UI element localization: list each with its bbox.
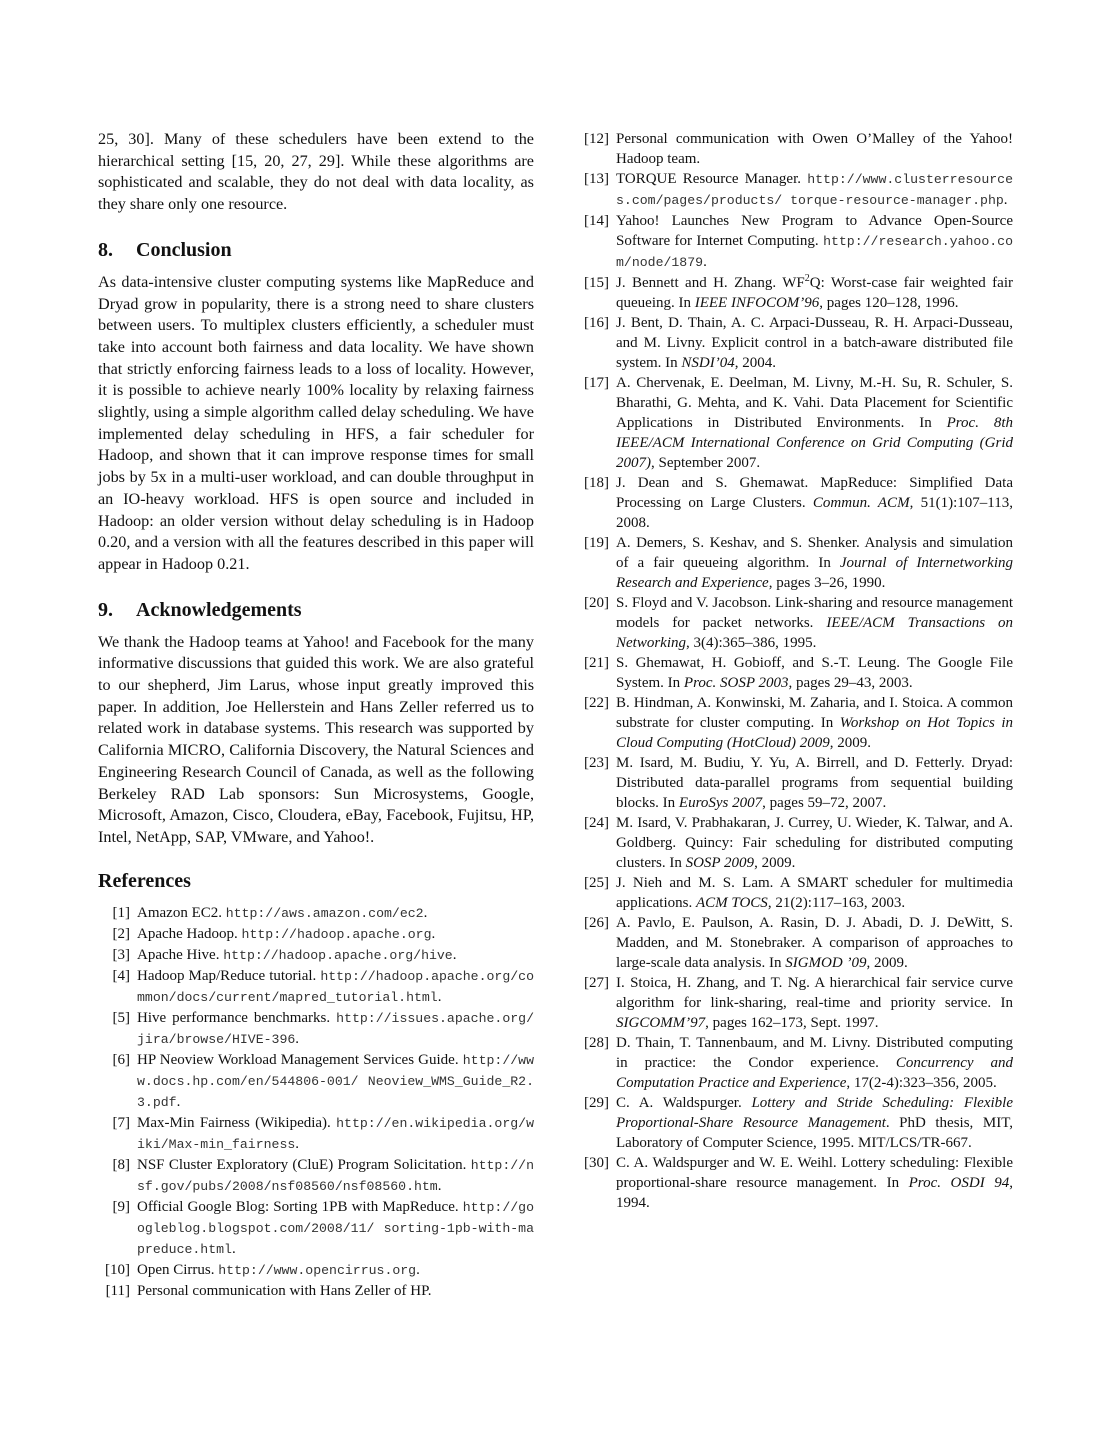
reference-venue: ACM TOCS — [695, 895, 768, 911]
reference-venue: SIGMOD ’09 — [785, 955, 867, 971]
reference-number: [20] — [584, 595, 609, 611]
reference-segment: A. Chervenak, E. Deelman, M. Livny, M.-H. Su, R. Schuler, S. Bharathi, G. Mehta, and K. Vahi. Data Placement for Scientific Applications in Distributed Environments. In — [616, 375, 1013, 431]
reference-segment: A. Pavlo, E. Paulson, A. Rasin, D. J. Abadi, D. J. DeWitt, S. Madden, and M. Stonebraker. A comparison of approaches to large-scale data analysis. In — [616, 915, 1013, 971]
reference-segment: Hadoop Map/Reduce tutorial. — [137, 967, 321, 984]
reference-item — [577, 169, 1013, 211]
acknowledgements-heading — [98, 598, 534, 622]
reference-text — [616, 693, 1013, 753]
reference-number: [10] — [105, 1261, 130, 1278]
reference-item — [577, 373, 1013, 473]
reference-segment: . — [295, 1030, 300, 1047]
reference-segment: , 2009. — [829, 735, 872, 751]
reference-segment: . — [231, 1240, 236, 1257]
reference-item — [577, 913, 1013, 973]
reference-segment: , 51(1):107–113, 2008. — [616, 495, 1013, 531]
reference-segment: , pages 3–26, 1990. — [768, 575, 886, 591]
reference-segment: . — [452, 946, 457, 963]
reference-url[interactable]: http://www.docs.hp.com/en/544806-001/ Neoview_WMS_Guide_R2.3.pdf — [137, 1052, 534, 1110]
reference-segment: I. Stoica, H. Zhang, and T. Ng. A hierarchical fair service curve algorithm for link-sharing, real-time and priority service. In — [616, 975, 1013, 1011]
reference-number: [28] — [584, 1035, 609, 1051]
reference-item — [98, 903, 534, 924]
reference-item — [98, 1113, 534, 1155]
reference-item — [98, 924, 534, 945]
reference-text — [137, 966, 534, 1008]
reference-segment: HP Neoview Workload Management Services Guide. — [137, 1051, 463, 1068]
reference-text — [137, 924, 534, 945]
reference-segment: M. Isard, V. Prabhakaran, J. Currey, U. Wieder, K. Talwar, and A. Goldberg. Quincy: Fair scheduling for distributed computing clusters. In — [616, 815, 1013, 871]
intro-paragraph: 25, 30]. Many of these schedulers have been extend to the hierarchical setting [15, 20, 27, 29]. While these algorithms are sophisticated and scalable, they do not deal with data locality, as they share only one resource. — [98, 130, 534, 214]
reference-number: [18] — [584, 475, 609, 491]
reference-number: [19] — [584, 535, 609, 551]
reference-url[interactable]: http://www.opencirrus.org — [218, 1262, 417, 1278]
reference-number: [17] — [584, 375, 609, 391]
reference-text — [137, 1281, 534, 1301]
reference-segment: , 3(4):365–386, 1995. — [686, 635, 817, 651]
reference-venue: Journal of Internetworking Research and Experience — [616, 555, 1013, 591]
right-column — [577, 129, 1013, 1213]
reference-text — [137, 1008, 534, 1050]
reference-number: [22] — [584, 695, 609, 711]
reference-venue: SIGCOMM’97 — [616, 1015, 706, 1031]
section-title: Acknowledgements — [136, 598, 302, 621]
reference-segment: . — [176, 1093, 181, 1110]
reference-text — [137, 1260, 534, 1281]
reference-segment: , pages 162–173, Sept. 1997. — [705, 1015, 879, 1031]
reference-text — [137, 1113, 534, 1155]
reference-text — [616, 1153, 1013, 1213]
reference-url[interactable]: http://hadoop.apache.org — [241, 926, 432, 942]
reference-item — [577, 1033, 1013, 1093]
reference-url[interactable]: http://issues.apache.org/jira/browse/HIVE-396 — [137, 1010, 534, 1047]
reference-segment: J. Dean and S. Ghemawat. MapReduce: Simplified Data Processing on Large Clusters. — [616, 475, 1013, 511]
reference-number: [9] — [112, 1198, 130, 1215]
reference-segment: , 2009. — [866, 955, 908, 971]
reference-venue: Lottery and Stride Scheduling: Flexible Proportional-Share Resource Management — [616, 1095, 1013, 1131]
reference-segment: , pages 120–128, 1996. — [819, 295, 959, 311]
reference-number: [6] — [112, 1051, 130, 1068]
reference-segment: J. Bent, D. Thain, A. C. Arpaci-Dusseau, R. H. Arpaci-Dusseau, and M. Livny. Explicit control in a batch-aware distributed file system. In — [616, 315, 1013, 371]
reference-segment: Q: Worst-case fair weighted fair queueing. In — [616, 275, 1013, 311]
reference-segment: J. Nieh and M. S. Lam. A SMART scheduler for multimedia applications. — [616, 875, 1013, 911]
reference-url[interactable]: http://googleblog.blogspot.com/2008/11/ sorting-1pb-with-mapreduce.html — [137, 1199, 534, 1257]
reference-item — [577, 973, 1013, 1033]
reference-segment: . — [416, 1261, 420, 1278]
reference-number: [11] — [105, 1282, 130, 1299]
reference-segment: , 17(2-4):323–356, 2005. — [846, 1075, 997, 1091]
reference-segment: B. Hindman, A. Konwinski, M. Zaharia, and I. Stoica. A common substrate for cluster computing. In — [616, 695, 1013, 731]
reference-segment: Apache Hive. — [137, 946, 224, 963]
reference-item — [577, 873, 1013, 913]
reference-url[interactable]: http://www.clusterresources.com/pages/products/ torque-resource-manager.php — [616, 172, 1013, 208]
reference-segment: , 1994. — [616, 1175, 1013, 1211]
reference-number: [3] — [112, 946, 130, 963]
reference-number: [5] — [112, 1009, 130, 1026]
reference-text — [616, 211, 1013, 273]
reference-item — [577, 313, 1013, 373]
reference-text — [616, 129, 1013, 169]
reference-number: [24] — [584, 815, 609, 831]
reference-number: [29] — [584, 1095, 609, 1111]
references-heading: References — [98, 869, 191, 892]
reference-segment: . — [295, 1135, 300, 1152]
reference-number: [1] — [112, 904, 130, 921]
reference-segment: Apache Hadoop. — [137, 925, 242, 942]
reference-item — [577, 693, 1013, 753]
reference-item — [577, 753, 1013, 813]
reference-list-left — [98, 903, 534, 1301]
reference-text — [616, 473, 1013, 533]
reference-segment: . PhD thesis, MIT, Laboratory of Computer Science, 1995. MIT/LCS/TR-667. — [616, 1115, 1013, 1151]
reference-number: [21] — [584, 655, 609, 671]
reference-segment: , 2004. — [734, 355, 776, 371]
reference-text — [137, 1050, 534, 1113]
reference-text — [137, 1155, 534, 1197]
reference-segment: 2 — [804, 273, 810, 284]
reference-number: [26] — [584, 915, 609, 931]
reference-segment: Max-Min Fairness (Wikipedia). — [137, 1114, 337, 1131]
reference-url[interactable]: http://hadoop.apache.org/hive — [223, 947, 453, 963]
reference-segment: J. Bennett and H. Zhang. WF — [616, 275, 805, 291]
reference-item — [98, 945, 534, 966]
reference-segment: Official Google Blog: Sorting 1PB with MapReduce. — [137, 1198, 463, 1215]
reference-text — [616, 593, 1013, 653]
reference-item — [98, 1050, 534, 1113]
reference-url[interactable]: http://aws.amazon.com/ec2 — [225, 905, 424, 921]
reference-number: [8] — [112, 1156, 130, 1173]
reference-number: [30] — [584, 1155, 609, 1171]
reference-item — [577, 1153, 1013, 1213]
reference-venue: IEEE/ACM Transactions on Networking — [616, 615, 1013, 651]
reference-text — [137, 903, 534, 924]
reference-segment: , 21(2):117–163, 2003. — [767, 895, 906, 911]
reference-segment: Open Cirrus. — [137, 1261, 219, 1278]
reference-number: [13] — [584, 171, 609, 187]
reference-number: [14] — [584, 213, 609, 229]
conclusion-heading — [98, 238, 534, 262]
reference-text — [137, 1197, 534, 1260]
reference-venue: EuroSys 2007 — [678, 795, 763, 811]
reference-text — [616, 913, 1013, 973]
reference-url[interactable]: http://en.wikipedia.org/wiki/Max-min_fairness — [137, 1115, 534, 1152]
left-column — [98, 129, 534, 1301]
reference-text — [616, 1093, 1013, 1153]
conclusion-paragraph: As data-intensive cluster computing systems like MapReduce and Dryad grow in popularity, there is a strong need to share clusters between users. To multiplex clusters efficiently, a scheduler must take into account both fairness and data locality. We have shown that strictly enforcing fairness leads to a loss of locality. However, it is possible to achieve nearly 100% locality by relaxing fairness slightly, using a simple algorithm called delay scheduling. We have implemented delay scheduling in HFS, a fair scheduler for Hadoop, and shown that it can improve response times for small jobs by 5x in a multi-user workload, and can double throughput in an IO-heavy workload. HFS is open source and included in Hadoop: an older version without delay scheduling is in Hadoop 0.20, and a version with all the features described in this paper will appear in Hadoop 0.21. — [98, 272, 534, 573]
reference-text — [616, 373, 1013, 473]
reference-segment: Yahoo! Launches New Program to Advance Open-Source Software for Internet Computing. — [616, 213, 1013, 249]
reference-text — [616, 169, 1013, 211]
reference-number: [2] — [112, 925, 130, 942]
reference-segment: Amazon EC2. — [137, 904, 226, 921]
reference-segment: . — [431, 925, 436, 942]
reference-segment: Personal communication with Hans Zeller of HP. — [137, 1282, 432, 1299]
reference-number: [25] — [584, 875, 609, 891]
reference-segment: . — [1003, 192, 1008, 208]
reference-item — [577, 129, 1013, 169]
section-number: 9. — [98, 598, 113, 621]
reference-item — [98, 1008, 534, 1050]
reference-text — [616, 273, 1013, 313]
reference-number: [16] — [584, 315, 609, 331]
reference-segment: , pages 29–43, 2003. — [788, 675, 913, 691]
reference-number: [27] — [584, 975, 609, 991]
reference-segment: , September 2007. — [651, 455, 761, 471]
reference-item — [98, 1155, 534, 1197]
reference-number: [15] — [584, 275, 609, 291]
section-title: Conclusion — [136, 238, 232, 261]
reference-number: [4] — [112, 967, 130, 984]
reference-item — [577, 211, 1013, 273]
reference-segment: . — [423, 904, 428, 921]
reference-segment: Hive performance benchmarks. — [137, 1009, 337, 1026]
reference-text — [616, 533, 1013, 593]
reference-list-right — [577, 129, 1013, 1213]
reference-venue: Workshop on Hot Topics in Cloud Computing (HotCloud) 2009 — [616, 715, 1014, 751]
reference-venue: SOSP 2009 — [685, 855, 755, 871]
reference-text — [616, 753, 1013, 813]
reference-segment: . — [703, 254, 707, 270]
reference-text — [616, 313, 1013, 373]
reference-url[interactable]: http://hadoop.apache.org/common/docs/current/mapred_tutorial.html — [137, 968, 534, 1005]
reference-venue: NSDI’04 — [681, 355, 735, 371]
reference-venue: IEEE INFOCOM’96 — [694, 295, 820, 311]
reference-item — [577, 533, 1013, 593]
reference-url[interactable]: http://research.yahoo.com/node/1879 — [616, 234, 1013, 270]
reference-segment: , pages 59–72, 2007. — [762, 795, 887, 811]
reference-segment: . — [437, 988, 442, 1005]
reference-text — [616, 1033, 1013, 1093]
reference-item — [577, 653, 1013, 693]
reference-item — [577, 273, 1013, 313]
reference-text — [616, 653, 1013, 693]
reference-number: [12] — [584, 131, 609, 147]
reference-venue: Proc. OSDI 94 — [908, 1175, 1010, 1191]
reference-number: [7] — [112, 1114, 130, 1131]
reference-segment: A. Demers, S. Keshav, and S. Shenker. Analysis and simulation of a fair queueing algorithm. In — [616, 535, 1013, 571]
reference-segment: C. A. Waldspurger. — [616, 1095, 752, 1111]
reference-text — [137, 945, 534, 966]
acknowledgements-paragraph: We thank the Hadoop teams at Yahoo! and Facebook for the many informative discussions that guided this work. We are also grateful to our shepherd, Jim Larus, whose input greatly improved this paper. In addition, Joe Hellerstein and Hans Zeller referred us to related work in database systems. This research was supported by California MICRO, California Discovery, the Natural Sciences and Engineering Research Council of Canada, as well as the following Berkeley RAD Lab sponsors: Sun Microsystems, Google, Microsoft, Amazon, Cisco, Cloudera, eBay, Facebook, Fujitsu, HP, Intel, NetApp, SAP, VMware, and Yahoo!. — [98, 632, 534, 846]
reference-item — [577, 813, 1013, 873]
reference-item — [98, 1260, 534, 1281]
reference-item — [577, 473, 1013, 533]
reference-segment: TORQUE Resource Manager. — [616, 171, 808, 187]
reference-text — [616, 873, 1013, 913]
reference-segment: M. Isard, M. Budiu, Y. Yu, A. Birrell, and D. Fetterly. Dryad: Distributed data-parallel programs from sequential building blocks. In — [616, 755, 1013, 811]
reference-text — [616, 813, 1013, 873]
reference-segment: . — [437, 1177, 442, 1194]
reference-url[interactable]: http://nsf.gov/pubs/2008/nsf08560/nsf08560.htm — [137, 1157, 534, 1194]
reference-text — [616, 973, 1013, 1033]
reference-venue: Commun. ACM — [812, 495, 910, 511]
reference-segment: , 2009. — [754, 855, 796, 871]
reference-item — [577, 1093, 1013, 1153]
reference-segment: C. A. Waldspurger and W. E. Weihl. Lottery scheduling: Flexible proportional-share resource management. In — [616, 1155, 1013, 1191]
reference-item — [98, 1281, 534, 1301]
reference-segment: Personal communication with Owen O’Malley of the Yahoo! Hadoop team. — [616, 131, 1013, 167]
reference-segment: D. Thain, T. Tannenbaum, and M. Livny. Distributed computing in practice: the Condor experience. — [616, 1035, 1013, 1071]
reference-segment: S. Ghemawat, H. Gobioff, and S.-T. Leung. The Google File System. In — [616, 655, 1013, 691]
reference-segment: NSF Cluster Exploratory (CluE) Program Solicitation. — [137, 1156, 471, 1173]
section-number: 8. — [98, 238, 113, 261]
reference-item — [98, 1197, 534, 1260]
reference-venue: Proc. 8th IEEE/ACM International Conference on Grid Computing (Grid 2007) — [616, 415, 1013, 471]
reference-number: [23] — [584, 755, 609, 771]
reference-item — [98, 966, 534, 1008]
reference-segment: S. Floyd and V. Jacobson. Link-sharing and resource management models for packet networks. — [616, 595, 1013, 631]
reference-venue: Proc. SOSP 2003 — [683, 675, 789, 691]
reference-venue: Concurrency and Computation Practice and Experience — [616, 1055, 1013, 1091]
reference-item — [577, 593, 1013, 653]
